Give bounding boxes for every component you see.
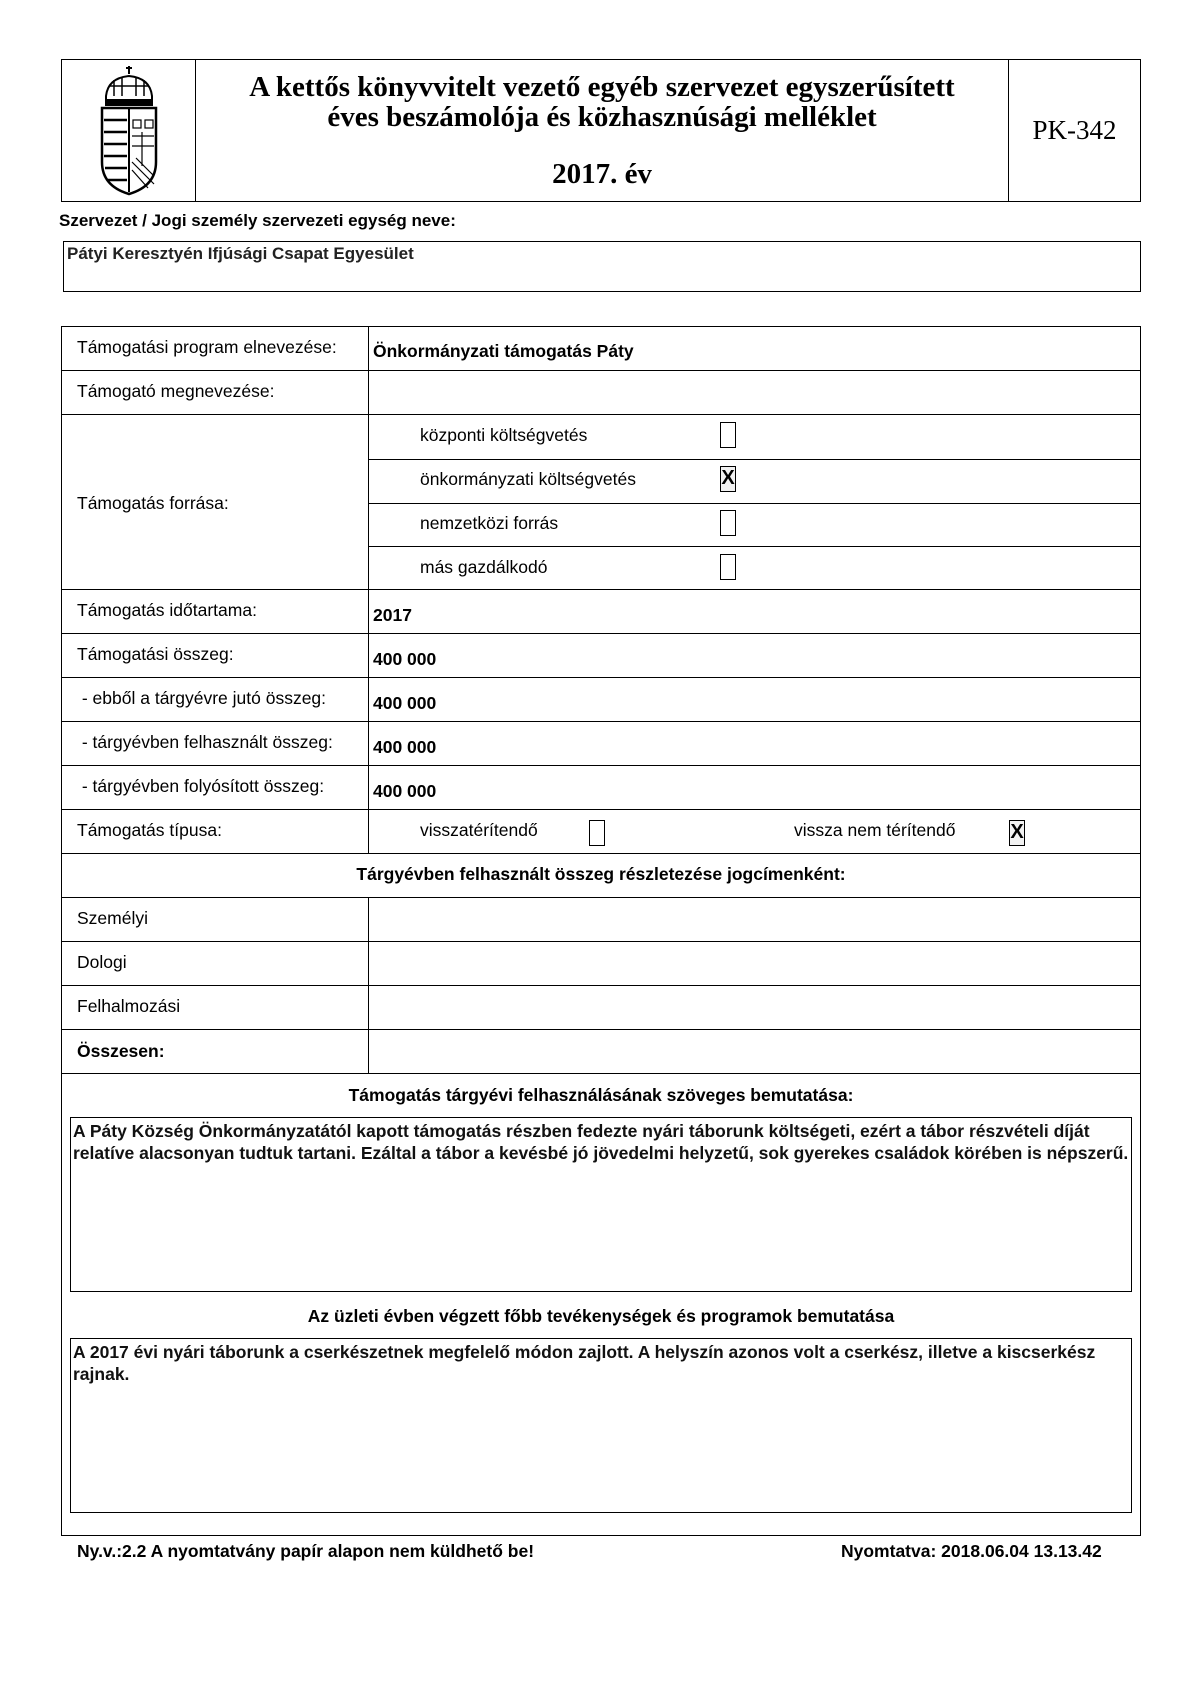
source-central-checkbox[interactable] <box>720 422 736 448</box>
supporter-label: Támogató megnevezése: <box>77 381 275 401</box>
print-timestamp: Nyomtatva: 2018.06.04 13.13.42 <box>841 1541 1102 1561</box>
breakdown-personal-label: Személyi <box>77 908 148 928</box>
used-amount-label: - tárgyévben felhasznált összeg: <box>77 732 333 752</box>
grant-table <box>61 326 1141 1536</box>
breakdown-row-accumulation <box>62 986 1140 1030</box>
type-nonrefundable-checkbox[interactable]: X <box>1009 820 1025 846</box>
source-other-business-label: más gazdálkodó <box>420 557 548 577</box>
type-label: Támogatás típusa: <box>77 820 222 840</box>
year-amount-value[interactable]: 400 000 <box>373 693 437 713</box>
form-header <box>61 59 1141 202</box>
year-amount-label: - ebből a tárgyévre jutó összeg: <box>77 688 327 708</box>
organization-label: Szervezet / Jogi személy szervezeti egység neve: <box>59 211 456 230</box>
source-international-label: nemzetközi forrás <box>420 513 559 533</box>
hungarian-coat-of-arms-icon <box>96 66 162 196</box>
breakdown-accumulation-label: Felhalmozási <box>77 996 181 1016</box>
form-code: PK-342 <box>1032 115 1117 145</box>
program-value[interactable]: Önkormányzati támogatás Páty <box>373 341 634 361</box>
source-municipal-checkbox[interactable]: X <box>720 466 736 492</box>
amount-label: Támogatási összeg: <box>77 644 234 664</box>
program-label: Támogatási program elnevezése: <box>77 337 337 357</box>
duration-value[interactable]: 2017 <box>373 605 412 625</box>
usage-text-box[interactable] <box>70 1117 1132 1292</box>
amount-value[interactable]: 400 000 <box>373 649 437 669</box>
duration-label: Támogatás időtartama: <box>77 600 257 620</box>
breakdown-material-label: Dologi <box>77 952 127 972</box>
breakdown-heading: Tárgyévben felhasznált összeg részletezése jogcímenként: <box>356 864 846 884</box>
organization-name: Pátyi Keresztyén Ifjúsági Csapat Egyesület <box>67 244 414 263</box>
row-supporter <box>62 371 1140 415</box>
type-nonrefundable-label: vissza nem térítendő <box>794 820 956 840</box>
row-duration <box>62 590 1140 634</box>
source-international-checkbox[interactable] <box>720 510 736 536</box>
row-used-amount <box>62 722 1140 766</box>
row-year-amount <box>62 678 1140 722</box>
footer-note: Ny.v.:2.2 A nyomtatvány papír alapon nem küldhető be! <box>77 1541 535 1561</box>
paid-amount-value[interactable]: 400 000 <box>373 781 437 801</box>
source-other-business-checkbox[interactable] <box>720 554 736 580</box>
usage-text: A Páty Község Önkormányzatától kapott támogatás részben fedezte nyári táborunk költségeti, ezért a tábor részvételi díját relatíve alacsonyan tudtuk tartani. Ezáltal a tábor a kevésbé jó jövedelmi helyzetű, sok gyerekes családok körében is népszerű. <box>73 1121 1129 1163</box>
form-title <box>196 60 1009 201</box>
usage-heading: Támogatás tárgyévi felhasználásának szöveges bemutatása: <box>348 1085 854 1105</box>
type-refundable-checkbox[interactable] <box>589 820 605 846</box>
row-source <box>62 415 1140 590</box>
breakdown-total-label: Összesen: <box>77 1041 165 1061</box>
used-amount-value[interactable]: 400 000 <box>373 737 437 757</box>
type-refundable-label: visszatérítendő <box>420 820 538 840</box>
breakdown-row-total <box>62 1030 1140 1074</box>
row-type <box>62 810 1140 854</box>
row-amount <box>62 634 1140 678</box>
activities-heading: Az üzleti évben végzett főbb tevékenységek és programok bemutatása <box>307 1306 895 1326</box>
breakdown-row-material <box>62 942 1140 986</box>
activities-text: A 2017 évi nyári táborunk a cserkészetnek megfelelő módon zajlott. A helyszín azonos volt a cserkész, illetve a kiscserkész rajnak. <box>73 1342 1096 1384</box>
activities-text-box[interactable] <box>70 1338 1132 1513</box>
row-breakdown-heading <box>62 854 1140 898</box>
title-line-1: A kettős könyvvitelt vezető egyéb szervezet egyszerűsített <box>249 71 955 103</box>
report-year: 2017. év <box>552 158 652 190</box>
paid-amount-label: - tárgyévben folyósított összeg: <box>77 776 325 796</box>
source-label: Támogatás forrása: <box>77 493 229 513</box>
row-program <box>62 327 1140 371</box>
row-paid-amount <box>62 766 1140 810</box>
source-municipal-label: önkormányzati költségvetés <box>420 469 636 489</box>
source-central-label: központi költségvetés <box>420 425 588 445</box>
crest-cell <box>62 60 196 201</box>
organization-name-field[interactable] <box>63 241 1141 292</box>
title-line-2: éves beszámolója és közhasznúsági melléklet <box>327 101 877 133</box>
breakdown-row-personal <box>62 898 1140 942</box>
